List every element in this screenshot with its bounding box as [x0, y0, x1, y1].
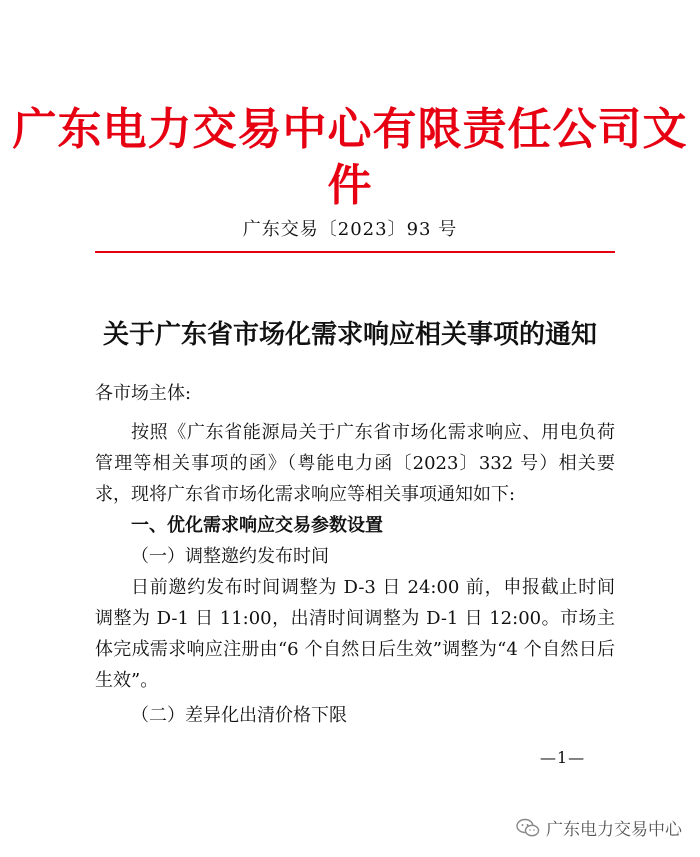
notice-title: 关于广东省市场化需求响应相关事项的通知: [102, 320, 597, 350]
watermark-text: 广东电力交易中心: [546, 820, 682, 840]
document-number: 广东交易〔2023〕93 号: [242, 219, 458, 240]
source-watermark: [516, 815, 682, 840]
page-number: —1—: [540, 748, 586, 767]
wechat-icon: [516, 818, 540, 838]
red-divider: [95, 251, 615, 253]
subsection-heading-2: （二）差异化出清价格下限: [131, 705, 347, 726]
subsection-1-paragraph: 日前邀约发布时间调整为 D-3 日 24:00 前，申报截止时间调整为 D-1 日 11:00，出清时间调整为 D-1 日 12:00。市场主体完成需求响应注册由“6 个自然日后生效”调整为“4 个自然日后生效”。: [95, 577, 615, 691]
document-body: [95, 378, 615, 731]
intro-paragraph: 按照《广东省能源局关于广东省市场化需求响应、用电负荷管理等相关事项的函》（粤能电力函〔2023〕332 号）相关要求，现将广东省市场化需求响应等相关事项通知如下:: [95, 422, 615, 505]
section-heading-1: 一、优化需求响应交易参数设置: [131, 515, 383, 536]
salutation: 各市场主体:: [95, 383, 192, 404]
masthead-title: 广东电力交易中心有限责任公司文件: [12, 104, 688, 211]
subsection-heading-1: （一）调整邀约发布时间: [131, 546, 329, 567]
